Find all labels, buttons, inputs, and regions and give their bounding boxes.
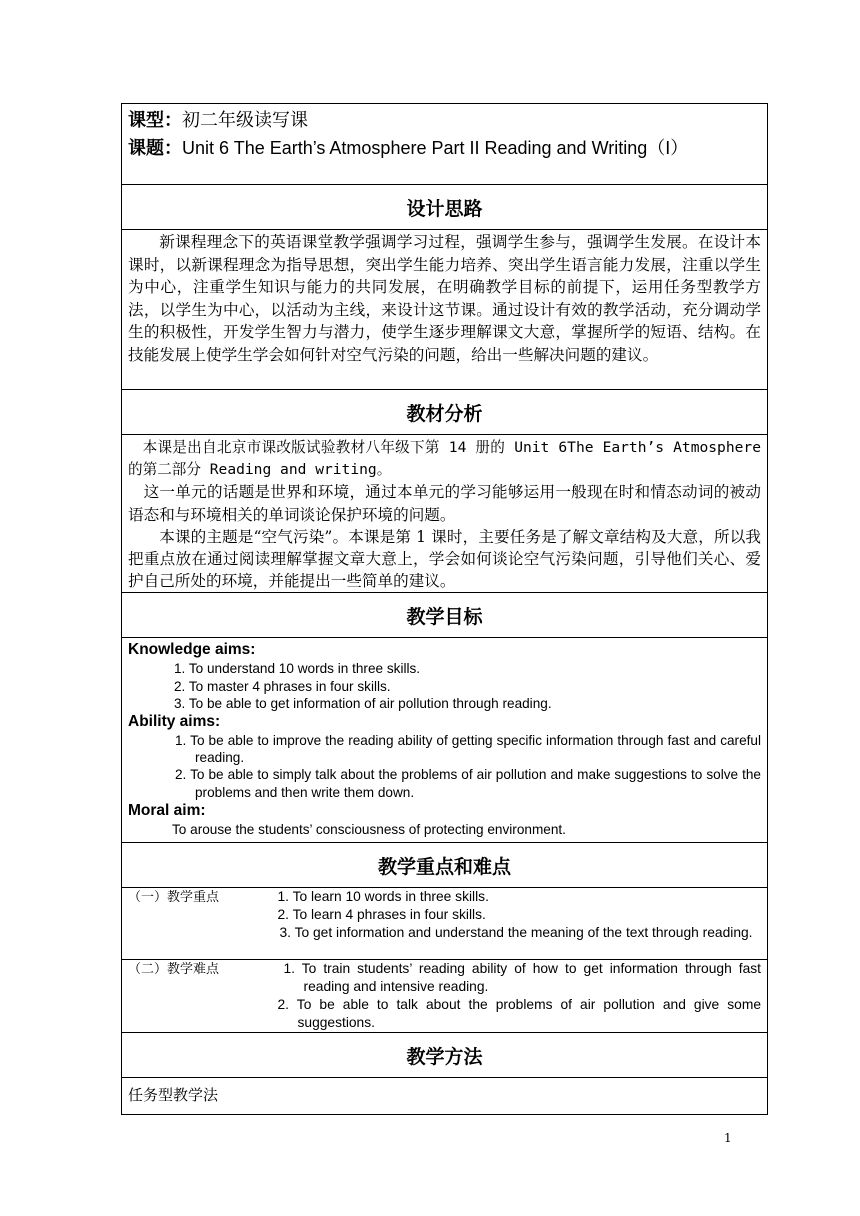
aims-heading-cell	[122, 593, 768, 638]
design-text: 新课程理念下的英语课堂教学强调学习过程，强调学生参与，强调学生发展。在设计本课时，以新课程理念为指导思想，突出学生能力培养、突出学生语言能力发展，注重以学生为中心，注重学生知识与能力的共同发展，在明确教学目标的前提下，运用任务型教学方法，以学生为中心，以活动为主线，来设计这节课。通过设计有效的教学活动，充分调动学生的积极性，开发学生智力与潜力，使学生逐步理解课文大意，掌握所学的短语、结构。在技能发展上使学生学会如何针对空气污染的问题，给出一些解决问题的建议。	[128, 233, 761, 364]
design-body-cell	[122, 230, 768, 390]
key-point-item: 3. To get information and understand the meaning of the text through reading.	[279, 925, 753, 941]
method-body-cell	[122, 1078, 768, 1115]
moral-aim-item: To arouse the students’ consciousness of protecting environment.	[172, 821, 566, 837]
knowledge-aim-item: 1. To understand 10 words in three skills.	[174, 661, 421, 677]
design-heading-cell	[122, 185, 768, 230]
material-para-topic: 这一单元的话题是世界和环境，通过本单元的学习能够运用一般现在时和情态动词的被动语态和与环境相关的单词谈论保护环境的问题。	[128, 483, 761, 524]
lesson-topic-value: Unit 6 The Earth’s Atmosphere Part II Reading and Writing（I）	[182, 138, 689, 158]
difficult-points-label: （二）教学难点	[128, 962, 220, 978]
ability-aims-title: Ability aims:	[128, 713, 221, 731]
lesson-plan-table	[121, 103, 768, 1115]
aims-heading-row	[122, 593, 768, 638]
material-para-theme: 本课的主题是“空气污染”。本课是第 1 课时，主要任务是了解文章结构及大意，所以我把重点放在通过阅读理解掌握文章大意上，学会如何谈论空气污染问题，引导他们关心、爱护自己所处的环境，并能提出一些简单的建议。	[128, 527, 761, 591]
method-text: 任务型教学法	[128, 1086, 219, 1105]
aims-body-cell	[122, 638, 768, 843]
difficult-point-item: 1. To train students’ reading ability of how to get information through fast reading and intensive reading.	[283, 961, 761, 995]
material-heading-cell	[122, 390, 768, 435]
difficult-points-label-cell	[122, 960, 272, 1033]
lesson-type-label: 课型：	[128, 110, 182, 130]
material-body-row	[122, 435, 768, 593]
aims-heading: 教学目标	[406, 605, 483, 628]
lesson-type	[128, 106, 761, 134]
lesson-topic	[128, 134, 761, 162]
key-points-cell	[272, 888, 768, 960]
ability-aim-item: 2. To be able to simply talk about the problems of air pollution and make suggestions to solve the problems and then write them down.	[175, 767, 761, 800]
aims-body-row	[122, 638, 768, 843]
key-point-item: 2. To learn 4 phrases in four skills.	[277, 907, 486, 923]
design-heading: 设计思路	[406, 197, 483, 220]
key-points-label: （一）教学重点	[128, 890, 220, 906]
method-heading-cell	[122, 1033, 768, 1078]
focus-heading-row	[122, 843, 768, 888]
key-points-row	[122, 888, 768, 960]
design-heading-row	[122, 185, 768, 230]
focus-heading: 教学重点和难点	[377, 855, 511, 878]
method-heading: 教学方法	[406, 1045, 483, 1068]
knowledge-aims-title: Knowledge aims:	[128, 641, 256, 659]
difficult-points-row	[122, 960, 768, 1033]
lesson-type-value: 初二年级读写课	[182, 110, 308, 130]
page-number: 1	[724, 1131, 732, 1145]
material-heading-row	[122, 390, 768, 435]
design-body-row	[122, 230, 768, 390]
material-para-source: 本课是出自北京市课改版试验教材八年级下第 14 册的 Unit 6The Earth’s Atmosphere 的第二部分 Reading and writing。	[128, 439, 761, 479]
material-heading: 教材分析	[406, 402, 483, 425]
difficult-point-item: 2. To be able to talk about the problems of air pollution and give some suggestions.	[277, 997, 761, 1031]
focus-heading-cell	[122, 843, 768, 888]
key-point-item: 1. To learn 10 words in three skills.	[277, 889, 489, 905]
knowledge-aim-item: 3. To be able to get information of air pollution through reading.	[174, 695, 552, 711]
material-body-cell	[122, 435, 768, 593]
key-points-label-cell	[122, 888, 272, 960]
knowledge-aim-item: 2. To master 4 phrases in four skills.	[174, 678, 391, 694]
ability-aim-item: 1. To be able to improve the reading ability of getting specific information through fast and careful reading.	[175, 733, 761, 766]
title-cell	[122, 104, 768, 185]
lesson-topic-label: 课题：	[128, 138, 182, 158]
title-row	[122, 104, 768, 185]
difficult-points-cell	[272, 960, 768, 1033]
method-heading-row	[122, 1033, 768, 1078]
moral-aim-title: Moral aim:	[128, 801, 206, 819]
method-body-row	[122, 1078, 768, 1115]
